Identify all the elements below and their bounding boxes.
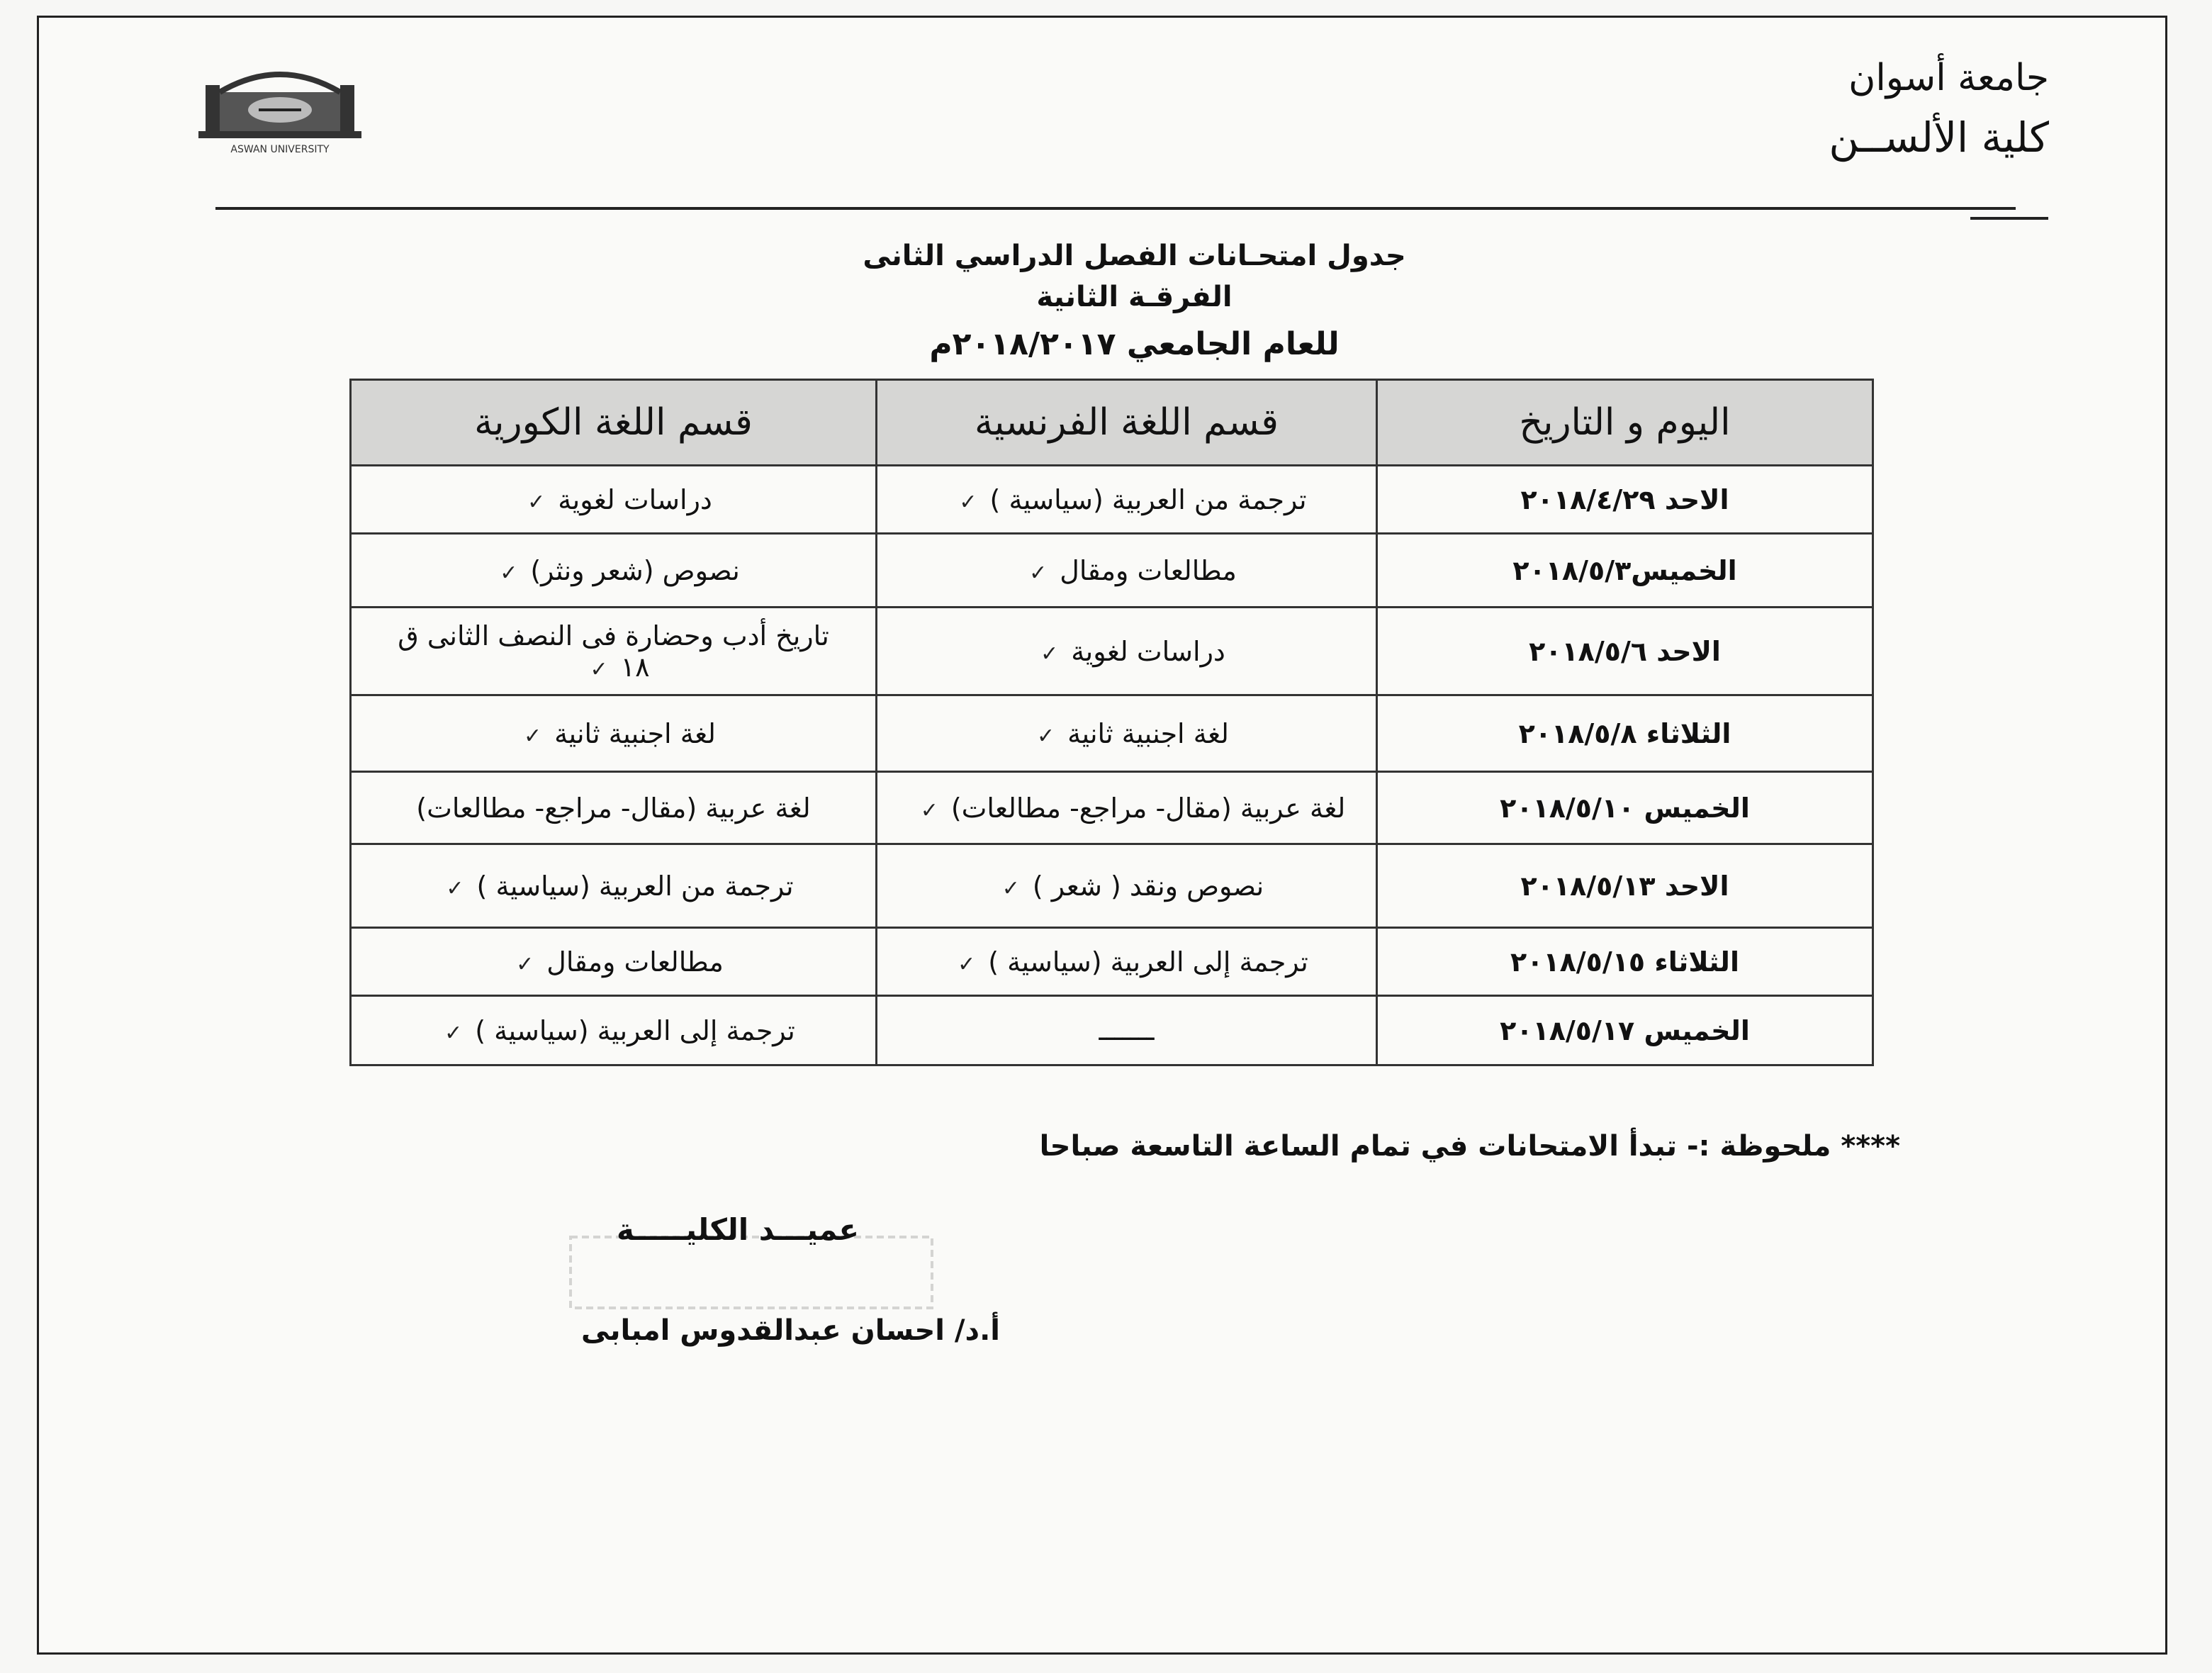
cell-date: الاحد ٢٠١٨/٥/١٣: [1377, 844, 1873, 928]
university-name: جامعة أسوان: [1848, 57, 2049, 99]
table-row: [351, 844, 1873, 928]
cell-korean: [351, 534, 877, 608]
exam-schedule-table: [349, 379, 1874, 1066]
check-mark-icon: ✓: [590, 656, 608, 682]
header-divider-short: [1970, 217, 2048, 220]
cell-korean: [351, 844, 877, 928]
faculty-name: كلية الألســن: [1829, 113, 2049, 162]
cell-french-text: مطالعات ومقال: [1060, 554, 1237, 586]
cell-french: [877, 928, 1377, 996]
check-mark-icon: ✓: [920, 798, 938, 823]
cell-french-text: نصوص ونقد ( شعر ): [1032, 870, 1264, 902]
cell-korean-text: مطالعات ومقال: [546, 946, 724, 978]
cell-french-text: لغة عربية (مقال- مراجع- مطالعات): [950, 792, 1346, 824]
dean-title: عميـــد الكليـــــة: [617, 1212, 860, 1247]
cell-french-text: لغة اجنبية ثانية: [1067, 717, 1229, 749]
cell-date: الاحد ٢٠١٨/٥/٦: [1377, 608, 1873, 695]
cell-korean: [351, 466, 877, 534]
table-row: [351, 928, 1873, 996]
cell-korean: لغة عربية (مقال- مراجع- مطالعات): [351, 772, 877, 844]
table-header-row: [351, 380, 1873, 466]
table-row: [351, 996, 1873, 1065]
header-divider: [215, 207, 2016, 210]
exam-time-note: **** ملحوظة :- تبدأ الامتحانات في تمام الساعة التاسعة صباحا: [1039, 1130, 1900, 1163]
cell-french-text: دراسات لغوية: [1071, 635, 1225, 667]
cell-korean-text: تاريخ أدب وحضارة فى النصف الثانى ق ١٨: [398, 620, 829, 683]
check-mark-icon: ✓: [516, 951, 534, 977]
check-mark-icon: ✓: [958, 951, 976, 977]
cell-date: الخميس٢٠١٨/٥/٣: [1377, 534, 1873, 608]
level-title: الفرقـة الثانية: [1036, 281, 1233, 313]
check-mark-icon: ✓: [524, 723, 542, 749]
cell-date: الثلاثاء ٢٠١٨/٥/١٥: [1377, 928, 1873, 996]
cell-french-text: ترجمة إلى العربية (سياسية ): [988, 946, 1308, 978]
header-french: قسم اللغة الفرنسية: [877, 380, 1377, 466]
cell-french-text: ترجمة من العربية (سياسية ): [989, 483, 1307, 515]
cell-french: [877, 466, 1377, 534]
check-mark-icon: ✓: [1029, 560, 1048, 586]
check-mark-icon: ✓: [959, 489, 977, 515]
cell-french: [877, 695, 1377, 772]
aswan-university-logo: [191, 43, 369, 156]
header-date: اليوم و التاريخ: [1377, 380, 1873, 466]
check-mark-icon: ✓: [1037, 723, 1055, 749]
cell-korean-text: ترجمة إلى العربية (سياسية ): [475, 1014, 795, 1046]
check-mark-icon: ✓: [527, 489, 546, 515]
table-row: [351, 695, 1873, 772]
cell-french: [877, 608, 1377, 695]
cell-korean: [351, 608, 877, 695]
table-row: [351, 772, 1873, 844]
table-row: [351, 534, 1873, 608]
table-row: [351, 466, 1873, 534]
cell-korean-text: نصوص (شعر ونثر): [530, 554, 740, 586]
header-korean: قسم اللغة الكورية: [351, 380, 877, 466]
cell-date: الخميس ٢٠١٨/٥/١٠: [1377, 772, 1873, 844]
cell-french: [877, 772, 1377, 844]
dean-name: أ.د/ احسان عبدالقدوس امبابى: [581, 1314, 1000, 1347]
schedule-title: جدول امتحـانات الفصل الدراسي الثانى: [863, 240, 1406, 272]
check-mark-icon: ✓: [446, 875, 464, 901]
cell-date: الاحد ٢٠١٨/٤/٢٩: [1377, 466, 1873, 534]
svg-text:ASWAN UNIVERSITY: ASWAN UNIVERSITY: [230, 144, 330, 155]
check-mark-icon: ✓: [444, 1020, 463, 1046]
cell-french: [877, 534, 1377, 608]
cell-korean: [351, 928, 877, 996]
cell-french: [877, 844, 1377, 928]
table-row: [351, 608, 1873, 695]
cell-korean: [351, 695, 877, 772]
check-mark-icon: ✓: [1040, 641, 1059, 666]
cell-date: الثلاثاء ٢٠١٨/٥/٨: [1377, 695, 1873, 772]
cell-korean-text: دراسات لغوية: [558, 483, 712, 515]
cell-korean-text: لغة اجنبية ثانية: [554, 717, 716, 749]
academic-year-title: للعام الجامعي ٢٠١٨/٢٠١٧م: [929, 326, 1340, 362]
cell-korean: [351, 996, 877, 1065]
check-mark-icon: ✓: [500, 560, 518, 586]
cell-korean-text: ترجمة من العربية (سياسية ): [476, 870, 794, 902]
cell-french: ـــــــ: [877, 996, 1377, 1065]
cell-date: الخميس ٢٠١٨/٥/١٧: [1377, 996, 1873, 1065]
check-mark-icon: ✓: [1001, 875, 1020, 901]
